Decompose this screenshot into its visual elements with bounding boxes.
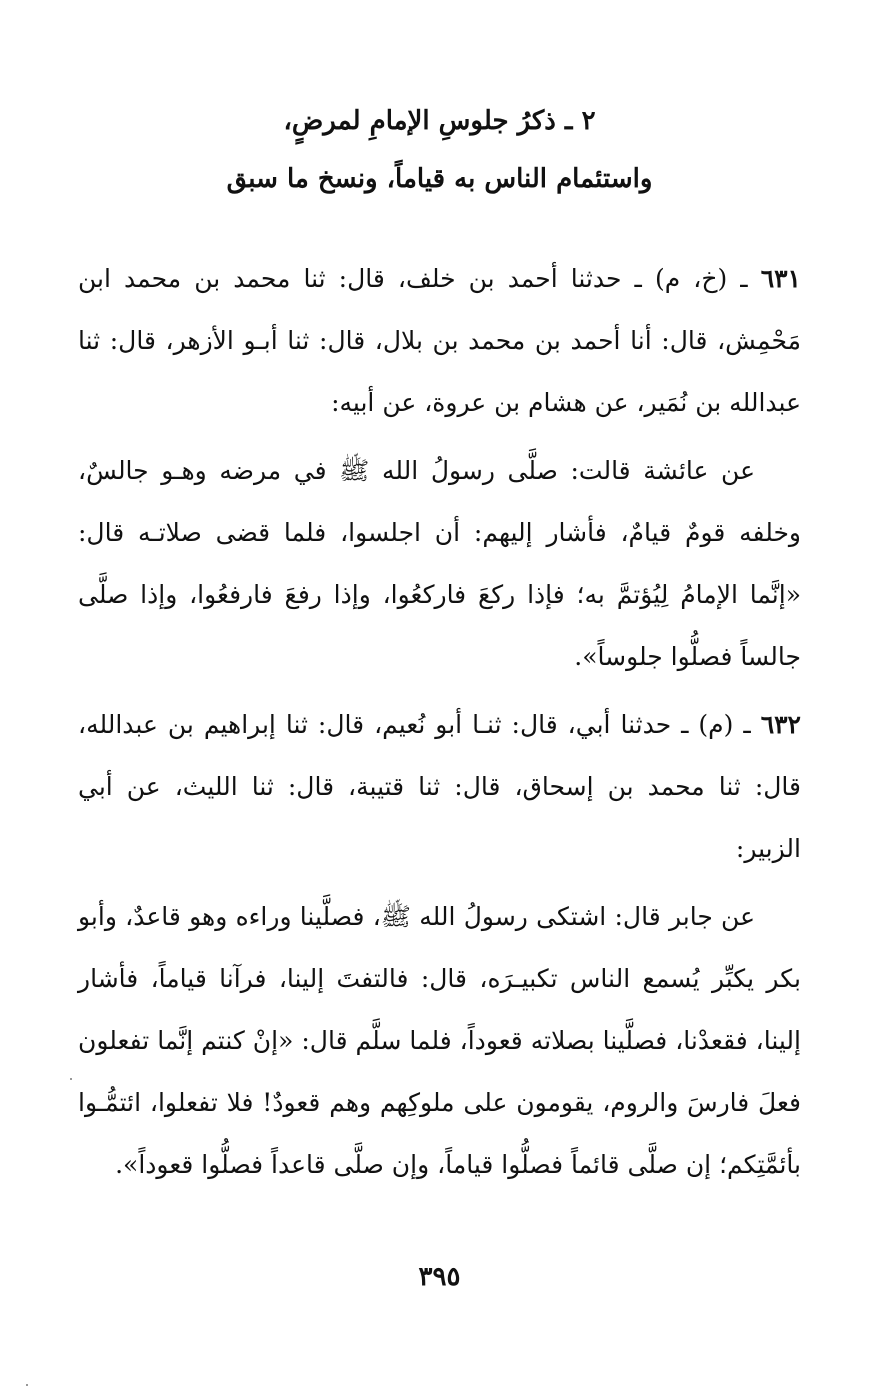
hadith-number: ٦٣١ — [760, 264, 801, 293]
hadith-631-matn: عن عائشة قالت: صلَّى رسولُ الله ﷺ في مرضه وهـو جالسٌ، وخلفه قومٌ قيامٌ، فأشار إليهم: أن اجلسوا، فلما قضى صلاتـه قال: «إنَّما الإمامُ لِيُؤتمَّ به؛ فإذا ركعَ فاركعُوا، وإذا رفعَ فارفعُوا، وإذا صلَّى جالساً فصلُّوا جلوساً». — [78, 456, 801, 671]
hadith-number: ٦٣٢ — [760, 710, 801, 739]
hadith-631-isnad — [78, 248, 801, 434]
chapter-title-line-1: ٢ ـ ذكرُ جلوسِ الإمامِ لمرضٍ، — [283, 106, 596, 136]
hadith-isnad-text: ـ (خ، م) ـ حدثنا أحمد بن خلف، قال: ثنا محمد بن محمد ابن مَحْمِش، قال: أنا أحمد بن محمد بن بلال، قال: ثنا أبـو الأزهر، قال: ثنا عبدالله بن نُمَير، عن هشام بن عروة، عن أبيه: — [78, 264, 801, 417]
scan-speck — [70, 1078, 72, 1080]
chapter-title-line-2: واستئمام الناس به قياماً، ونسخ ما سبق — [226, 164, 653, 194]
hadith-632-isnad — [78, 694, 801, 880]
page-number: ٣٩٥ — [418, 1262, 461, 1292]
chapter-heading — [78, 92, 801, 208]
page-body — [78, 248, 801, 1196]
scan-speck — [26, 1384, 28, 1386]
hadith-isnad-text: ـ (م) ـ حدثنا أبي، قال: ثنـا أبو نُعيم، قال: ثنا إبراهيم بن عبدالله، قال: ثنا محمد بن إسحاق، قال: ثنا قتيبة، قال: ثنا الليث، عن أبي الزبير: — [78, 710, 801, 863]
hadith-632-matn: عن جابر قال: اشتكى رسولُ الله ﷺ، فصلَّينا وراءه وهو قاعدٌ، وأبو بكر يكبِّر يُسمع الناس تكبيـرَه، قال: فالتفتَ إلينا، فرآنا قياماً، فأشار إلينا، فقعدْنا، فصلَّينا بصلاته قعوداً، فلما سلَّم قال: «إنْ كنتم إنَّما تفعلون فعلَ فارسَ والروم، يقومون على ملوكِهم وهم قعودٌ! فلا تفعلوا، ائتمُّـوا بأئمَّتِكم؛ إن صلَّى قائماً فصلُّوا قياماً، وإن صلَّى قاعداً فصلُّوا قعوداً». — [78, 902, 801, 1179]
